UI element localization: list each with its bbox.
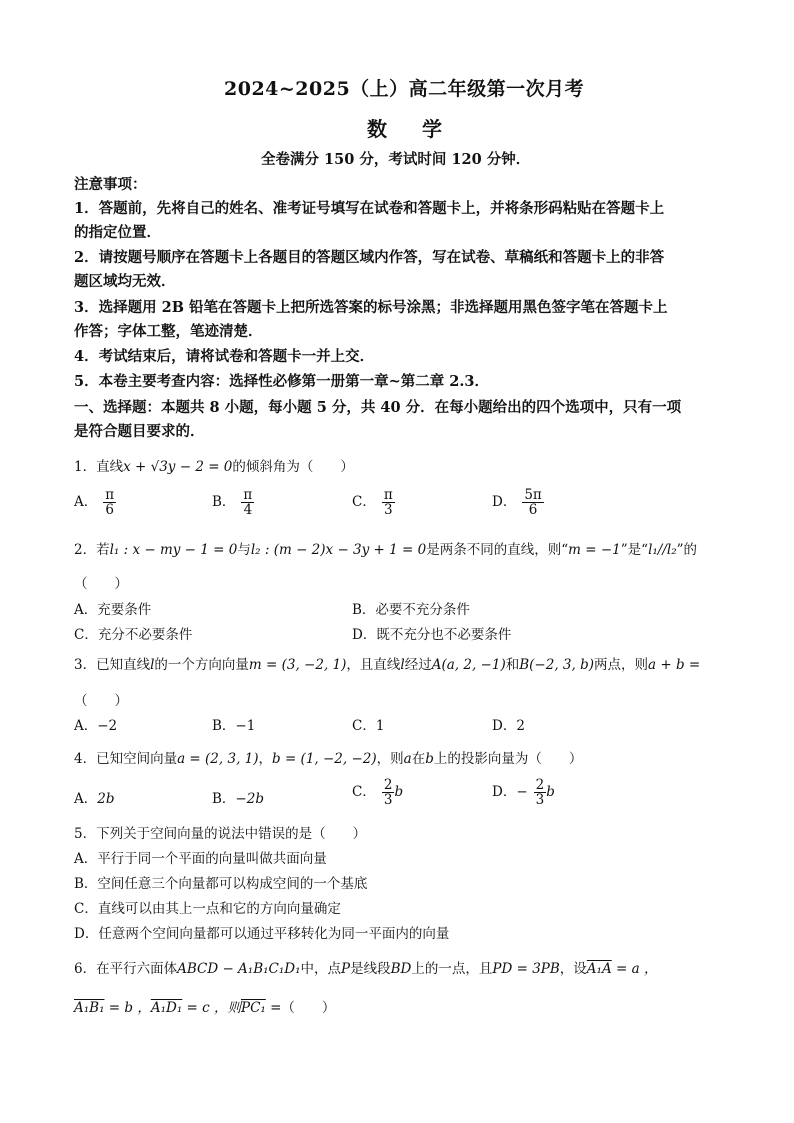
- q1-option-d: [492, 488, 544, 517]
- question-4-stem: [74, 747, 582, 767]
- numerator: π: [383, 487, 393, 503]
- denominator: 6: [528, 502, 538, 519]
- denominator: 3: [383, 502, 393, 519]
- math: A(a, 2, −1): [431, 657, 506, 673]
- text: ，则: [376, 751, 404, 767]
- q5-option-b: B．空间任意三个向量都可以构成空间的一个基底: [74, 876, 368, 892]
- q4-option-a: [74, 787, 114, 807]
- math: l₂ : (m − 2)x − 3y + 1 = 0: [250, 542, 427, 558]
- denominator: 3: [383, 792, 393, 809]
- text: 和: [505, 657, 520, 673]
- question-2-stem: [74, 538, 697, 558]
- q1-option-c: [352, 488, 395, 517]
- fraction: [382, 778, 395, 807]
- text: 4．已知空间向量: [74, 751, 178, 767]
- math: = a ，: [611, 961, 658, 977]
- math: a = (2, 3, 1): [177, 751, 259, 767]
- fraction: [382, 488, 395, 517]
- option-label: D．: [492, 494, 517, 511]
- math: 2b: [97, 791, 115, 807]
- math: b = (1, −2, −2): [272, 751, 377, 767]
- q1-option-b: [212, 488, 254, 517]
- note-line: 题区域均无效．: [74, 273, 176, 290]
- text: 中，点: [300, 961, 342, 977]
- q1-expr: x + √3y − 2 = 0: [123, 459, 233, 475]
- fraction: [103, 488, 116, 517]
- vector: A₁A: [586, 961, 612, 977]
- note-line: 1．答题前，先将自己的姓名、准考证号填写在试卷和答题卡上，并将条形码粘贴在答题卡上: [74, 200, 665, 217]
- notes-heading: 注意事项：: [74, 176, 147, 193]
- q1-suffix: 的倾斜角为（ ）: [232, 459, 354, 475]
- question-6-stem-cont: [74, 996, 335, 1016]
- section-heading: 一、选择题：本题共 8 小题，每小题 5 分，共 40 分．在每小题给出的四个选项中，只有一项: [74, 399, 682, 416]
- note-line: 3．选择题用 2B 铅笔在答题卡上把所选答案的标号涂黑；非选择题用黑色签字笔在答题卡上: [74, 299, 668, 316]
- denominator: 6: [105, 502, 114, 519]
- q2-option-b: B．必要不充分条件: [352, 602, 470, 618]
- fraction: [534, 778, 547, 807]
- text: 的一个方向向量: [154, 657, 249, 673]
- vector: PC₁: [240, 1000, 266, 1016]
- q4-option-d: [492, 778, 555, 807]
- text: 与: [237, 542, 251, 558]
- option-label: A．: [74, 791, 98, 807]
- fraction: [522, 488, 543, 517]
- text: 是两条不同的直线，则“: [426, 542, 569, 558]
- text: 两点，则: [594, 657, 648, 673]
- option-label: B．: [212, 791, 236, 807]
- q4-option-b: [212, 787, 264, 807]
- math: P: [341, 961, 351, 977]
- denominator: 4: [243, 502, 253, 519]
- note-line: 的指定位置．: [74, 224, 161, 241]
- math: m = (3, −2, 1): [248, 657, 347, 673]
- text: ，: [258, 751, 273, 767]
- text: 6．在平行六面体: [74, 961, 178, 977]
- text: ，且直线: [346, 657, 401, 673]
- math: = c ，则: [182, 1000, 241, 1016]
- note-line: 作答；字体工整，笔迹清楚．: [74, 323, 263, 340]
- q5-option-d: D．任意两个空间向量都可以通过平移转化为同一平面内的向量: [74, 926, 450, 942]
- q3-option-b: B．−1: [212, 718, 256, 734]
- numerator: 5π: [524, 487, 542, 503]
- option-label: C．: [352, 784, 376, 801]
- option-label: C．: [352, 494, 376, 511]
- q3-option-c: C．1: [352, 718, 385, 734]
- q2-option-c: C．充分不必要条件: [74, 627, 193, 643]
- math: −2b: [235, 791, 264, 807]
- q2-answer-paren: （ ）: [74, 576, 128, 592]
- question-3-stem: [74, 653, 700, 673]
- text: 经过: [404, 657, 432, 673]
- text: 在: [411, 751, 426, 767]
- q3-option-a: A．−2: [74, 718, 118, 734]
- q3-option-d: D．2: [492, 718, 525, 734]
- math: b: [425, 751, 434, 767]
- section-heading-cont: 是符合题目要求的．: [74, 423, 205, 440]
- q1-prefix: 1．直线: [74, 459, 124, 475]
- math: BD: [390, 961, 412, 977]
- q2-option-a: A．充要条件: [74, 602, 152, 618]
- text: ，设: [559, 961, 587, 977]
- text: 2．若: [74, 542, 110, 558]
- vector: A₁D₁: [150, 1000, 183, 1016]
- math: a + b =: [648, 657, 701, 673]
- numerator: 2: [383, 777, 393, 793]
- math: b: [546, 784, 555, 801]
- vector: A₁B₁: [74, 1000, 105, 1016]
- fraction: [241, 488, 254, 517]
- text: 3．已知直线: [74, 657, 151, 673]
- q3-answer-paren: （ ）: [74, 693, 128, 709]
- subject-title: 数 学: [367, 117, 456, 141]
- math: a: [403, 751, 412, 767]
- q4-option-c: [352, 778, 403, 807]
- text: 上的投影向量为（ ）: [433, 751, 583, 767]
- question-1-stem: [74, 455, 354, 475]
- text: 上的一点，且: [411, 961, 493, 977]
- math: l₁//l₂: [648, 542, 677, 558]
- math: ABCD − A₁B₁C₁D₁: [177, 961, 301, 977]
- exam-info: 全卷满分 150 分，考试时间 120 分钟．: [261, 151, 531, 168]
- q5-option-a: A．平行于同一个平面的向量叫做共面向量: [74, 851, 327, 867]
- option-label: D．: [492, 784, 517, 801]
- math: l: [400, 657, 405, 673]
- math: b: [394, 784, 404, 801]
- math: = b ，: [104, 1000, 151, 1016]
- q1-option-a: [74, 488, 116, 517]
- denominator: 3: [535, 792, 545, 809]
- question-6-stem: [74, 957, 657, 977]
- note-line: 4．考试结束后，请将试卷和答题卡一并上交．: [74, 348, 375, 365]
- math: m = −1: [568, 542, 621, 558]
- option-label: A．: [74, 494, 98, 511]
- note-line: 2．请按题号顺序在答题卡上各题目的答题区域内作答，写在试卷、草稿纸和答题卡上的非答: [74, 249, 665, 266]
- numerator: π: [105, 487, 115, 503]
- math: B(−2, 3, b): [519, 657, 594, 673]
- numerator: 2: [535, 777, 545, 793]
- q2-option-d: D．既不充分也不必要条件: [352, 627, 512, 643]
- math: −: [516, 784, 528, 801]
- text: 是线段: [350, 961, 391, 977]
- q5-option-c: C．直线可以由其上一点和它的方向向量确定: [74, 901, 341, 917]
- math: PD = 3PB: [492, 961, 560, 977]
- math: l₁ : x − my − 1 = 0: [109, 542, 238, 558]
- exam-title: 2024~2025（上）高二年级第一次月考: [224, 78, 585, 100]
- text: ”的: [676, 542, 698, 558]
- math: l: [150, 657, 155, 673]
- numerator: π: [243, 487, 253, 503]
- note-line: 5．本卷主要考查内容：选择性必修第一册第一章~第二章 2.3．: [74, 373, 490, 390]
- text: ”是“: [620, 542, 649, 558]
- math: =（ ）: [265, 1000, 336, 1016]
- option-label: B．: [212, 494, 236, 511]
- question-5-stem: 5．下列关于空间向量的说法中错误的是（ ）: [74, 826, 367, 842]
